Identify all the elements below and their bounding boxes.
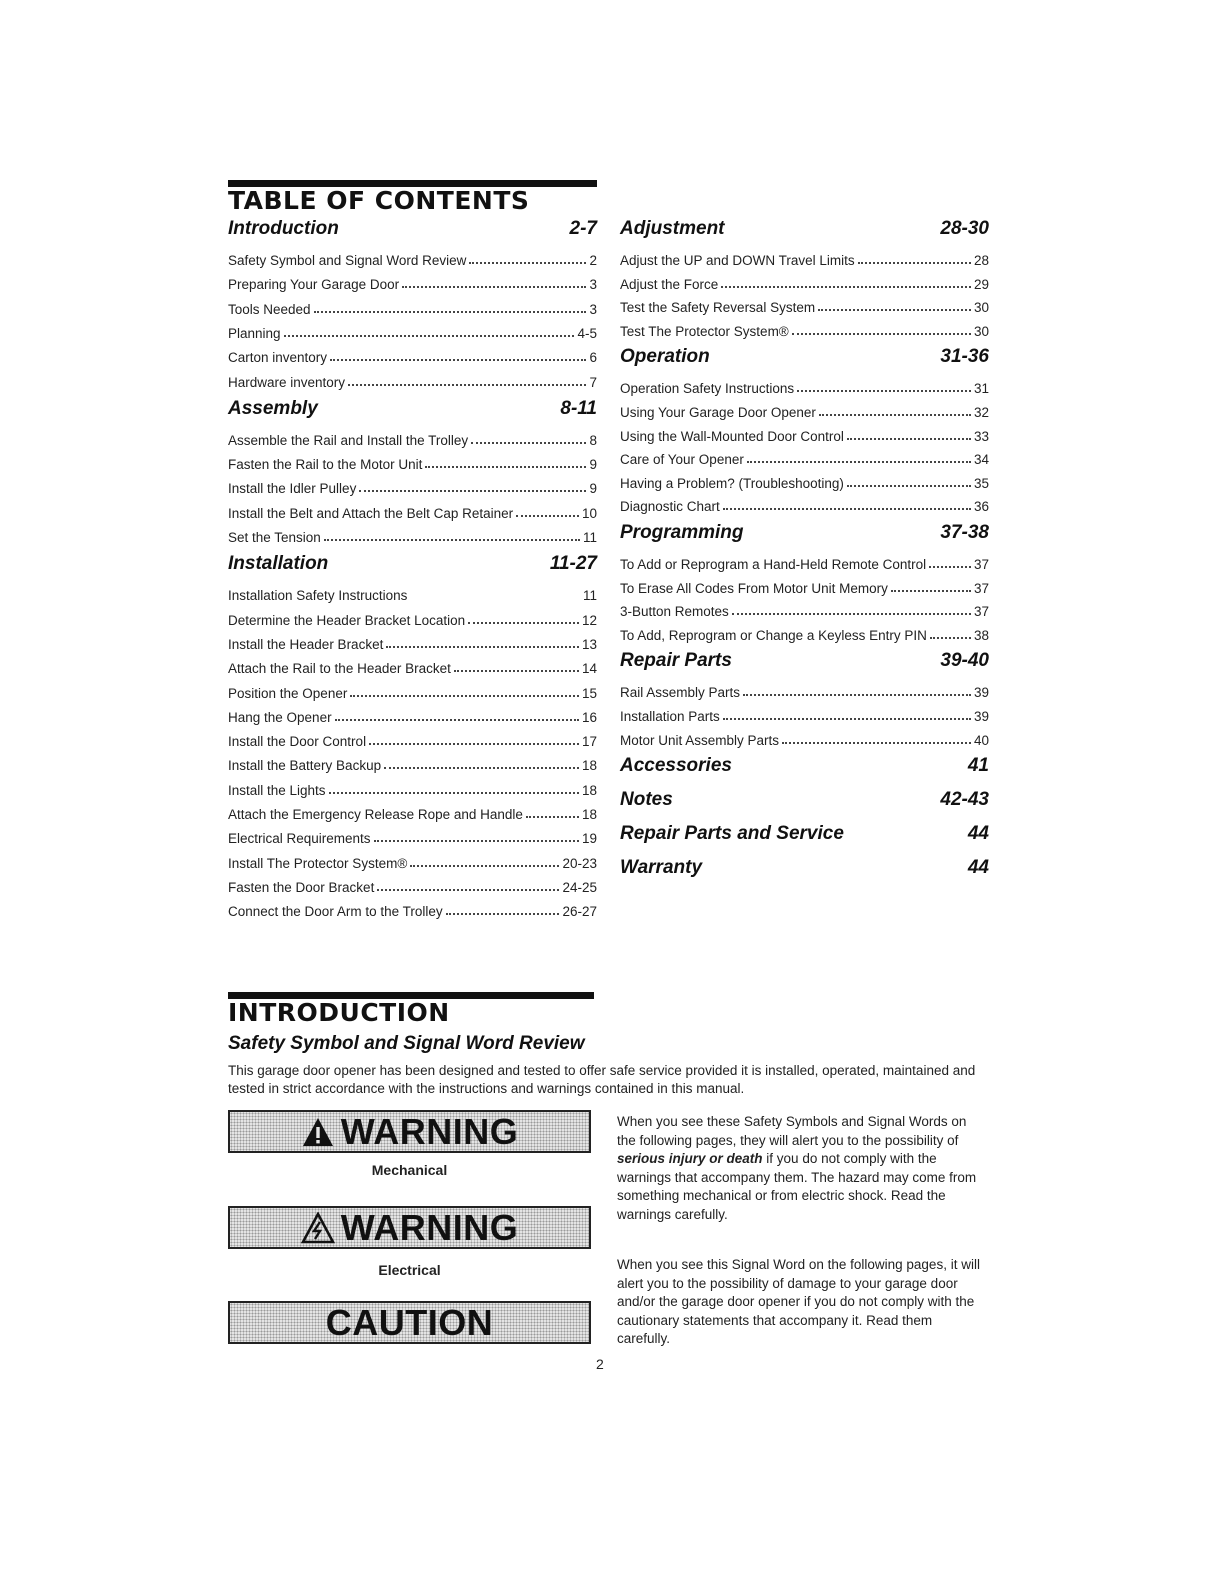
toc-section-heading bbox=[620, 650, 989, 676]
toc-entry bbox=[228, 656, 597, 676]
toc-entry bbox=[228, 826, 597, 846]
toc-entry bbox=[228, 297, 597, 317]
toc-entry-label: Install The Protector System® bbox=[228, 855, 408, 871]
toc-entry-page: 8 bbox=[589, 432, 597, 448]
toc-entry-page: 16 bbox=[581, 709, 597, 725]
toc-entry bbox=[228, 778, 597, 798]
toc-entry-page: 34 bbox=[973, 452, 989, 468]
toc-entry-label: Hang the Opener bbox=[228, 709, 332, 725]
toc-leader-dots bbox=[526, 816, 579, 818]
toc-entry-label: Assemble the Rail and Install the Trolley bbox=[228, 432, 469, 448]
toc-entry-label: Attach the Rail to the Header Bracket bbox=[228, 661, 451, 677]
toc-entry bbox=[228, 428, 597, 448]
toc-section-pages: 39-40 bbox=[940, 650, 989, 672]
toc-entry-label: Installation Parts bbox=[620, 709, 720, 724]
toc-entry-label: Test The Protector System® bbox=[620, 323, 789, 339]
toc-section-heading bbox=[620, 755, 989, 781]
toc-leader-dots bbox=[468, 622, 579, 624]
toc-entry-page: 37 bbox=[973, 557, 989, 572]
toc-leader-dots bbox=[374, 840, 579, 842]
toc-entry-page: 28 bbox=[973, 253, 989, 268]
toc-leader-dots bbox=[891, 590, 971, 592]
toc-leader-dots bbox=[847, 485, 971, 487]
toc-entry bbox=[228, 501, 597, 521]
toc-entry-label: Operation Safety Instructions bbox=[620, 381, 795, 397]
toc-entry-page: 20-23 bbox=[562, 855, 597, 871]
toc-entry-page: 15 bbox=[581, 685, 597, 701]
toc-section-label: Introduction bbox=[228, 218, 339, 239]
toc-entry-page: 39 bbox=[973, 685, 989, 701]
intro-paragraph: This garage door opener has been designed and tested to offer safe service provided it is installed, operated, maintained and tested in strict accordance with the instructions and warnings contained in this manual. bbox=[228, 1063, 976, 1096]
toc-entry-page: 12 bbox=[581, 612, 597, 628]
toc-entry-label: Fasten the Rail to the Motor Unit bbox=[228, 457, 423, 473]
toc-entry-label: Tools Needed bbox=[228, 301, 311, 317]
toc-leader-dots bbox=[930, 637, 971, 639]
toc-leader-dots bbox=[797, 390, 971, 392]
warning-description-text: When you see these Safety Symbols and Signal Words on the following pages, they will alert you to the possibility of bbox=[617, 1114, 967, 1148]
toc-section-heading bbox=[228, 553, 597, 579]
toc-entry-label: Electrical Requirements bbox=[228, 831, 371, 847]
toc-entry-label: 3-Button Remotes bbox=[620, 604, 729, 620]
sign-caption-electrical: Electrical bbox=[378, 1262, 441, 1278]
toc-entry-label: Install the Battery Backup bbox=[228, 758, 382, 774]
toc-entry-page: 38 bbox=[973, 627, 989, 643]
toc-entry-page: 24-25 bbox=[562, 879, 597, 895]
toc-section-pages: 2-7 bbox=[569, 218, 597, 239]
toc-leader-dots bbox=[410, 865, 559, 867]
toc-entry-page: 33 bbox=[973, 428, 989, 444]
toc-section-heading bbox=[620, 522, 989, 548]
toc-entry-page: 37 bbox=[973, 604, 989, 620]
toc-entry bbox=[620, 728, 989, 748]
warning-word: WARNING bbox=[340, 1206, 519, 1248]
toc-entry-page: 18 bbox=[581, 807, 597, 822]
toc-title: TABLE OF CONTENTS bbox=[228, 186, 530, 215]
toc-entry-page: 2 bbox=[589, 253, 597, 268]
toc-entry bbox=[228, 802, 597, 822]
toc-leader-dots bbox=[324, 539, 580, 541]
toc-section-heading bbox=[620, 789, 989, 815]
toc-leader-dots bbox=[384, 767, 579, 769]
toc-entry-label: To Add or Reprogram a Hand-Held Remote Control bbox=[620, 557, 927, 572]
toc-entry-page: 14 bbox=[581, 661, 597, 677]
toc-entry bbox=[620, 576, 989, 596]
toc-section-pages: 41 bbox=[967, 755, 989, 777]
toc-entry-label: Using Your Garage Door Opener bbox=[620, 405, 816, 420]
toc-entry-label: Rail Assembly Parts bbox=[620, 685, 741, 701]
toc-entry bbox=[228, 248, 597, 268]
toc-leader-dots bbox=[369, 743, 579, 745]
toc-leader-dots bbox=[471, 442, 586, 444]
toc-leader-dots bbox=[329, 792, 579, 794]
toc-entry-label: Adjust the Force bbox=[620, 276, 719, 292]
toc-entry bbox=[620, 494, 989, 514]
toc-entry-label: Install the Header Bracket bbox=[228, 636, 384, 652]
toc-leader-dots bbox=[348, 384, 586, 386]
toc-entry-label: Fasten the Door Bracket bbox=[228, 879, 375, 895]
toc-entry-label: Install the Idler Pulley bbox=[228, 481, 357, 497]
toc-entry-label: Connect the Door Arm to the Trolley bbox=[228, 904, 443, 920]
toc-entry-page: 18 bbox=[581, 782, 597, 798]
toc-leader-dots bbox=[377, 889, 559, 891]
caution-description: When you see this Signal Word on the following pages, it will alert you to the possibility of damage to your garage door and/or the garage door opener if you do not comply with the cautionary statements that accompany it. Read them carefully. bbox=[617, 1257, 980, 1346]
toc-entry bbox=[228, 608, 597, 628]
toc-entry-page: 4-5 bbox=[577, 325, 597, 341]
toc-entry-page: 26-27 bbox=[562, 904, 597, 920]
toc-entry bbox=[228, 851, 597, 871]
toc-entry-label: Install the Lights bbox=[228, 782, 326, 798]
toc-entry-page: 10 bbox=[581, 505, 597, 521]
toc-leader-dots bbox=[847, 438, 971, 440]
toc-leader-dots bbox=[425, 466, 586, 468]
toc-entry bbox=[228, 705, 597, 725]
toc-entry bbox=[620, 424, 989, 444]
toc-entry bbox=[620, 319, 989, 339]
toc-section-pages: 11-27 bbox=[549, 553, 597, 575]
toc-entry-page: 3 bbox=[589, 277, 597, 293]
toc-leader-dots bbox=[818, 309, 971, 311]
toc-leader-dots bbox=[516, 515, 579, 517]
warning-description bbox=[617, 1113, 982, 1224]
toc-entry-page: 32 bbox=[973, 405, 989, 420]
toc-entry bbox=[228, 452, 597, 472]
toc-entry-page: 9 bbox=[589, 481, 597, 497]
toc-leader-dots bbox=[792, 333, 971, 335]
toc-section-heading bbox=[228, 398, 597, 424]
toc-entry bbox=[228, 525, 597, 545]
page-number: 2 bbox=[596, 1356, 604, 1372]
toc-entry-page: 37 bbox=[973, 580, 989, 596]
toc-leader-dots bbox=[454, 670, 579, 672]
toc-entry-label: Attach the Emergency Release Rope and Handle bbox=[228, 807, 523, 822]
warning-electrical-sign bbox=[228, 1206, 591, 1249]
toc-section-pages: 42-43 bbox=[940, 789, 989, 811]
toc-section-label: Notes bbox=[620, 789, 673, 811]
toc-entry-page: 30 bbox=[973, 323, 989, 339]
toc-section-heading bbox=[620, 346, 989, 372]
toc-leader-dots bbox=[446, 913, 560, 915]
toc-entry bbox=[228, 345, 597, 365]
toc-leader-dots bbox=[723, 508, 971, 510]
toc-section-label: Repair Parts bbox=[620, 650, 732, 672]
toc-entry bbox=[620, 272, 989, 292]
toc-entry bbox=[620, 295, 989, 315]
toc-entry-label: Position the Opener bbox=[228, 685, 348, 701]
toc-entry-label: Determine the Header Bracket Location bbox=[228, 612, 466, 628]
toc-entry-page: 11 bbox=[582, 530, 597, 545]
toc-leader-dots bbox=[819, 414, 971, 416]
toc-right-column bbox=[620, 218, 989, 908]
toc-leader-dots bbox=[469, 262, 586, 264]
toc-leader-dots bbox=[359, 490, 586, 492]
warning-word: WARNING bbox=[340, 1110, 519, 1152]
toc-entry bbox=[228, 632, 597, 652]
warning-description-emphasis: serious injury or death bbox=[617, 1151, 763, 1166]
toc-leader-dots bbox=[386, 646, 579, 648]
toc-entry bbox=[620, 704, 989, 724]
toc-entry bbox=[228, 476, 597, 496]
toc-entry bbox=[228, 729, 597, 749]
toc-entry-page: 3 bbox=[589, 301, 597, 317]
toc-section-pages: 37-38 bbox=[940, 522, 989, 543]
toc-entry bbox=[228, 875, 597, 895]
toc-entry bbox=[228, 899, 597, 919]
toc-leader-dots bbox=[858, 262, 971, 264]
toc-entry bbox=[620, 447, 989, 467]
toc-leader-dots bbox=[402, 286, 586, 288]
warning-exclamation-icon bbox=[301, 1116, 335, 1148]
toc-entry-page: 40 bbox=[973, 732, 989, 748]
toc-entry-label: Installation Safety Instructions bbox=[228, 588, 408, 604]
toc-section-label: Programming bbox=[620, 522, 744, 543]
toc-entry-label: Diagnostic Chart bbox=[620, 499, 720, 515]
toc-entry bbox=[228, 272, 597, 292]
toc-leader-dots bbox=[335, 719, 579, 721]
toc-entry bbox=[620, 599, 989, 619]
toc-entry-page: 35 bbox=[973, 475, 989, 491]
toc-leader-dots bbox=[721, 286, 971, 288]
toc-entry-label: Adjust the UP and DOWN Travel Limits bbox=[620, 253, 855, 268]
toc-entry-label: To Erase All Codes From Motor Unit Memory bbox=[620, 580, 888, 596]
toc-entry bbox=[228, 681, 597, 701]
toc-entry-page: 30 bbox=[973, 300, 989, 316]
toc-section-heading bbox=[620, 218, 989, 244]
toc-entry-label: Having a Problem? (Troubleshooting) bbox=[620, 475, 844, 491]
toc-leader-dots bbox=[330, 359, 586, 361]
toc-entry bbox=[620, 680, 989, 700]
toc-section-label: Assembly bbox=[228, 397, 318, 419]
toc-left-column bbox=[228, 218, 597, 938]
toc-section-pages: 8-11 bbox=[560, 397, 597, 419]
toc-entry-label: Test the Safety Reversal System bbox=[620, 300, 816, 316]
toc-entry bbox=[620, 623, 989, 643]
toc-section-label: Repair Parts and Service bbox=[620, 823, 844, 845]
toc-section-heading bbox=[620, 823, 989, 849]
toc-entry-label: Using the Wall-Mounted Door Control bbox=[620, 428, 844, 444]
caution-word: CAUTION bbox=[325, 1301, 494, 1343]
toc-leader-dots bbox=[723, 718, 971, 720]
toc-entry-label: Install the Belt and Attach the Belt Cap Retainer bbox=[228, 505, 514, 521]
toc-entry-label: Motor Unit Assembly Parts bbox=[620, 732, 780, 748]
toc-entry-page: 17 bbox=[581, 734, 597, 750]
toc-entry-label: Safety Symbol and Signal Word Review bbox=[228, 253, 467, 268]
caution-sign bbox=[228, 1301, 591, 1344]
toc-entry-page: 19 bbox=[581, 831, 597, 847]
toc-entry bbox=[620, 248, 989, 268]
toc-leader-dots bbox=[929, 566, 971, 568]
toc-entry bbox=[620, 376, 989, 396]
toc-entry bbox=[228, 370, 597, 390]
toc-section-pages: 44 bbox=[967, 823, 989, 845]
toc-section-label: Installation bbox=[228, 553, 329, 575]
toc-entry-page: 13 bbox=[581, 636, 597, 652]
toc-entry bbox=[620, 552, 989, 572]
toc-entry-label: Planning bbox=[228, 325, 281, 341]
toc-entry-page: 31 bbox=[973, 381, 989, 397]
sign-caption-mechanical: Mechanical bbox=[371, 1162, 448, 1178]
toc-section-pages: 44 bbox=[967, 857, 989, 879]
toc-section-label: Warranty bbox=[620, 857, 703, 879]
toc-entry-page: 6 bbox=[589, 350, 597, 366]
toc-entry-label: Care of Your Opener bbox=[620, 452, 744, 468]
intro-subtitle: Safety Symbol and Signal Word Review bbox=[228, 1033, 585, 1054]
toc-leader-dots bbox=[782, 742, 971, 744]
toc-entry bbox=[228, 753, 597, 773]
toc-entry bbox=[620, 400, 989, 420]
toc-leader-dots bbox=[350, 695, 579, 697]
toc-entry-label: Carton inventory bbox=[228, 350, 328, 366]
toc-leader-dots bbox=[743, 694, 971, 696]
intro-title: INTRODUCTION bbox=[228, 998, 450, 1027]
warning-mechanical-sign bbox=[228, 1110, 591, 1153]
warning-description-text-end: if you do not comply with the warnings that accompany them. The hazard may come from something mechanical or from electric shock. Read the warnings carefully. bbox=[617, 1151, 977, 1222]
toc-entry-page: 9 bbox=[589, 457, 597, 473]
toc-leader-dots bbox=[284, 335, 575, 337]
toc-entry-label: To Add, Reprogram or Change a Keyless Entry PIN bbox=[620, 627, 927, 643]
electric-shock-icon bbox=[301, 1212, 335, 1244]
toc-leader-dots bbox=[732, 613, 971, 615]
toc-entry-page: 29 bbox=[973, 276, 989, 292]
toc-leader-dots bbox=[747, 461, 971, 463]
toc-entry-label: Hardware inventory bbox=[228, 374, 346, 390]
toc-entry-page: 7 bbox=[589, 374, 597, 390]
toc-entry-page: 18 bbox=[581, 758, 597, 774]
toc-entry bbox=[228, 321, 597, 341]
toc-leader-dots bbox=[314, 311, 587, 313]
toc-entry bbox=[228, 583, 597, 603]
toc-section-heading bbox=[620, 857, 989, 883]
toc-section-label: Operation bbox=[620, 346, 710, 368]
toc-entry-page: 39 bbox=[973, 709, 989, 724]
toc-section-pages: 31-36 bbox=[940, 346, 989, 368]
toc-entry-page: 11 bbox=[582, 588, 597, 604]
toc-entry bbox=[620, 471, 989, 491]
toc-section-pages: 28-30 bbox=[940, 218, 989, 239]
toc-section-label: Adjustment bbox=[620, 218, 725, 239]
toc-entry-label: Preparing Your Garage Door bbox=[228, 277, 400, 293]
toc-entry-page: 36 bbox=[973, 499, 989, 515]
toc-section-heading bbox=[228, 218, 597, 244]
toc-entry-label: Install the Door Control bbox=[228, 734, 367, 750]
toc-section-label: Accessories bbox=[620, 755, 732, 777]
toc-entry-label: Set the Tension bbox=[228, 530, 321, 545]
